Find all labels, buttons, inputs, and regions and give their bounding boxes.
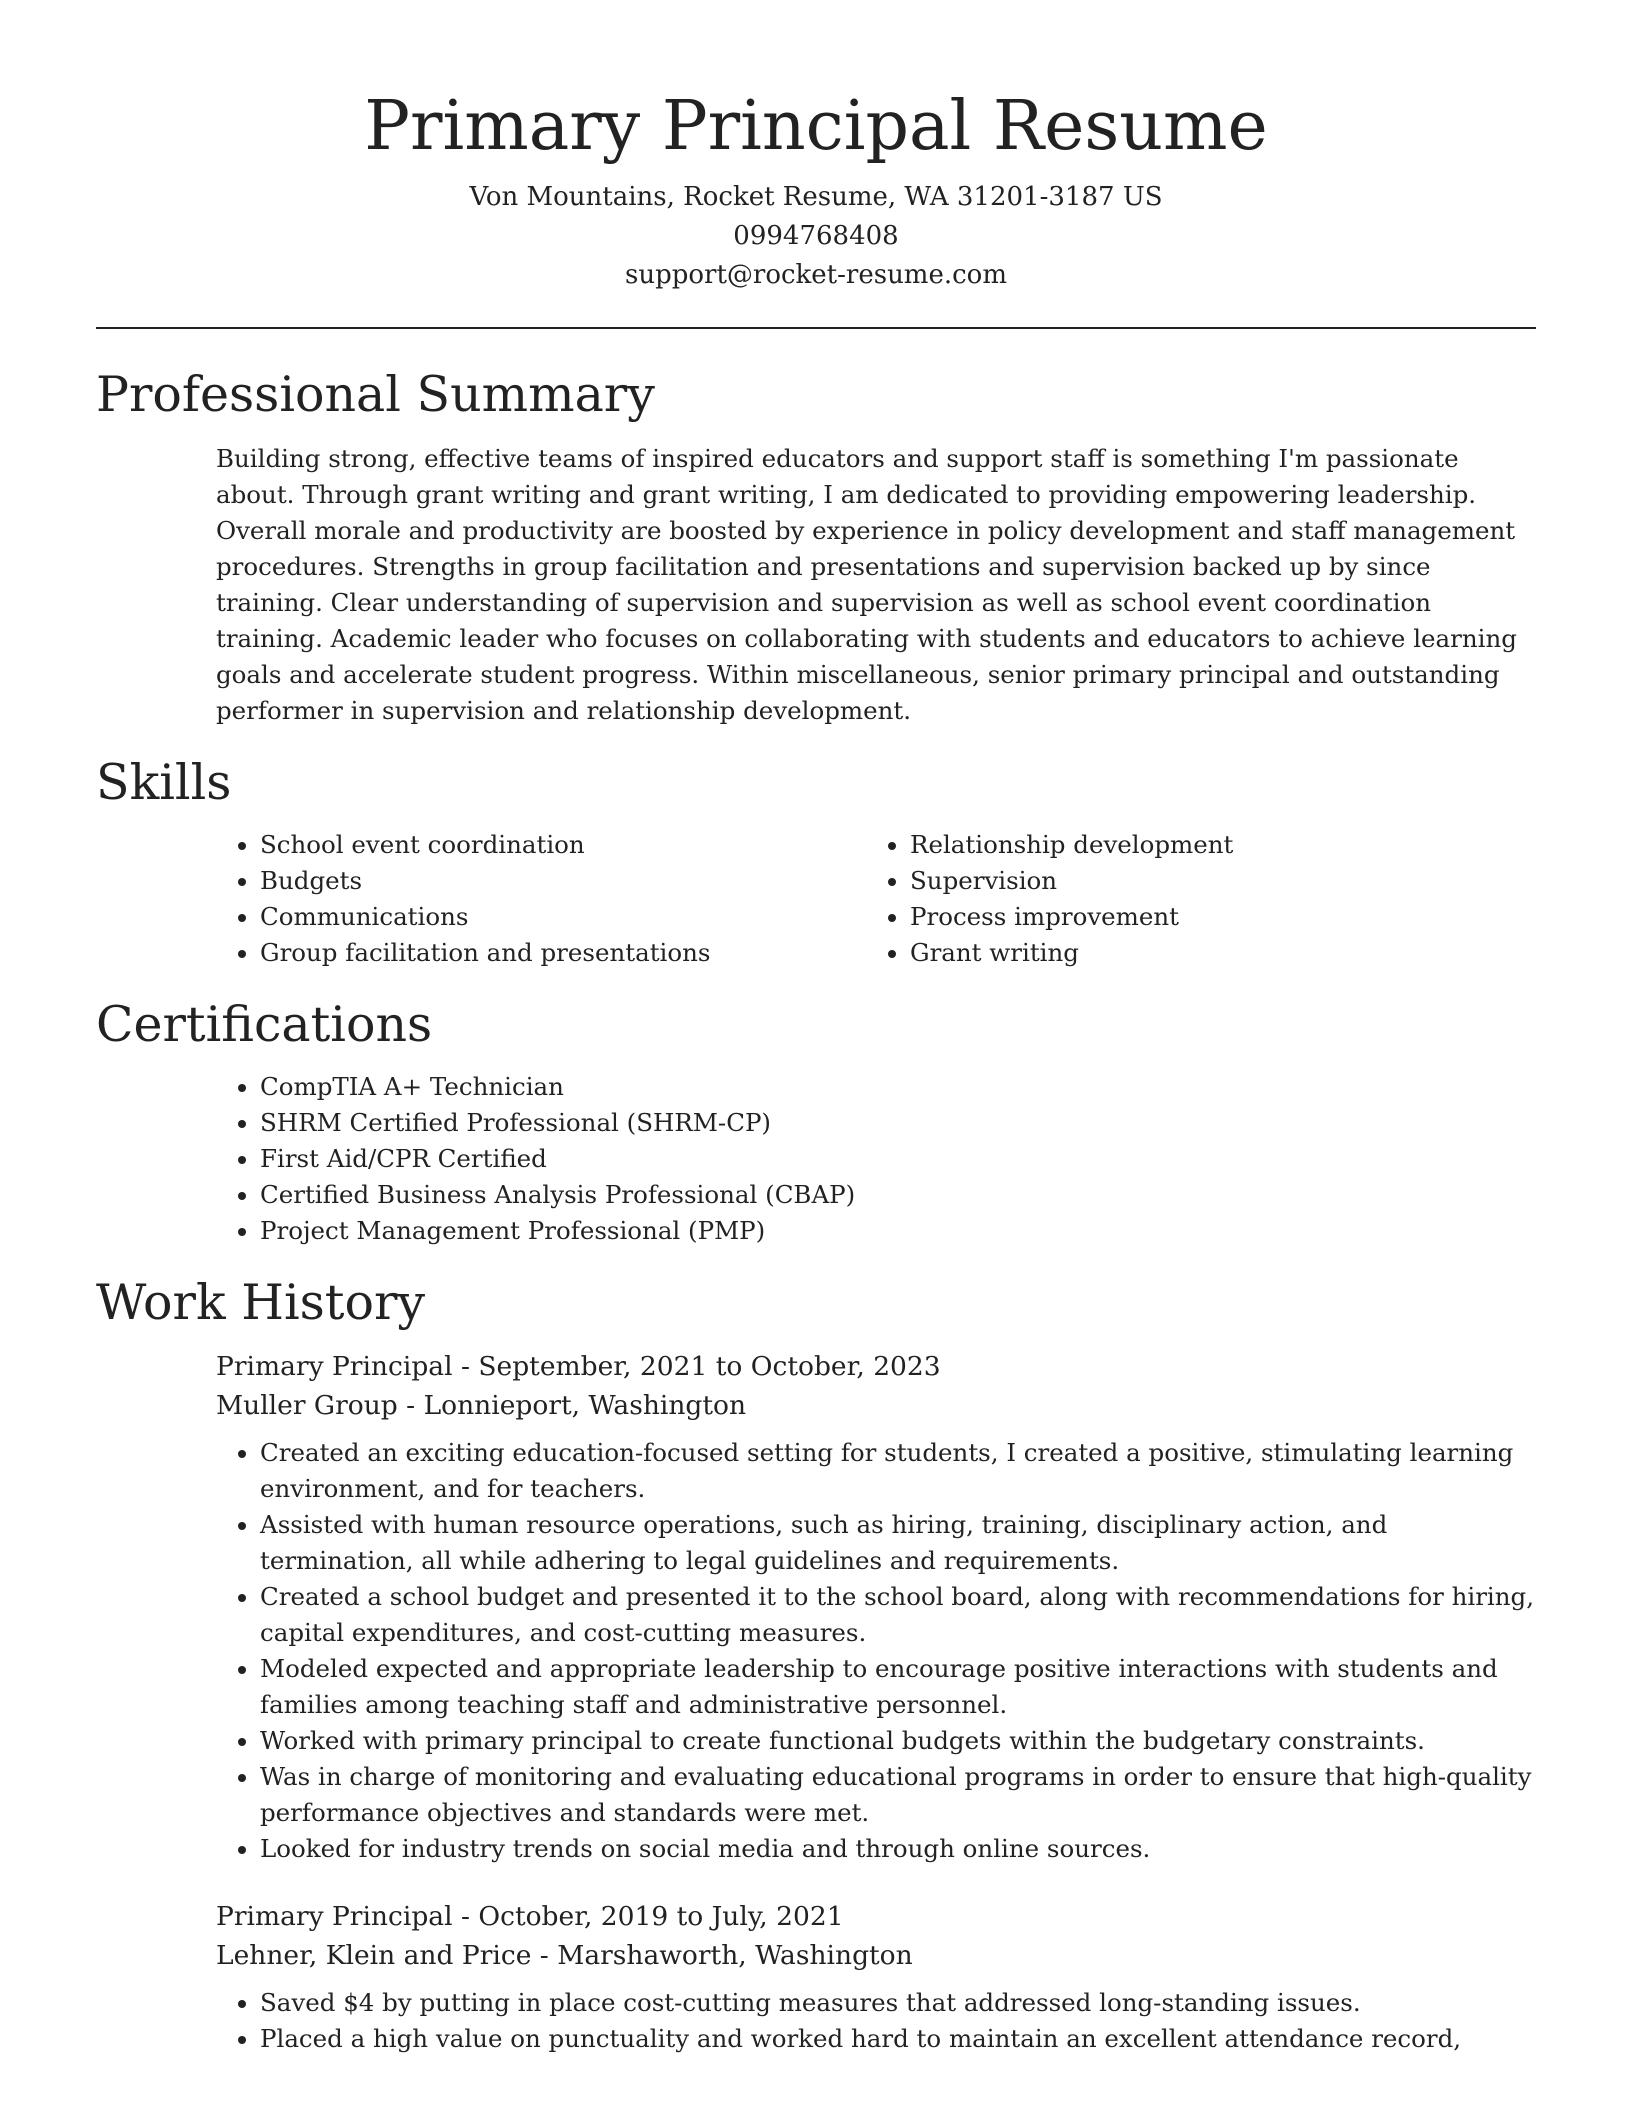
resume-page [96, 0, 1536, 2057]
job-dates: September, 2021 to October, 2023 [478, 1351, 941, 1382]
job-title-line: Primary Principal - October, 2019 to July, 2021 [216, 1901, 844, 1932]
job-company-line: Lehner, Klein and Price - Marshaworth, Washington [216, 1940, 913, 1971]
skill-item: • Budgets [260, 863, 866, 899]
job-bullet: • Placed a high value on punctuality and worked hard to maintain an excellent attendance record, [260, 2021, 1536, 2057]
skills-list-left [216, 827, 866, 971]
skill-item: • Group facilitation and presentations [260, 935, 866, 971]
section-summary [96, 365, 1536, 729]
skill-item: • Grant writing [910, 935, 1516, 971]
job-title-line: Primary Principal - September, 2021 to October, 2023 [216, 1351, 941, 1382]
job-bullet: • Looked for industry trends on social media and through online sources. [260, 1831, 1536, 1867]
certifications-block [216, 1069, 1536, 1249]
skill-item: • Process improvement [910, 899, 1516, 935]
job-location: Lonnieport, Washington [423, 1390, 747, 1421]
contact-email: support@rocket-resume.com [624, 260, 1007, 290]
job-bullet: • Modeled expected and appropriate leadership to encourage positive interactions with students and families among teaching staff and administrative personnel. [260, 1651, 1536, 1723]
certification-item: • First Aid/CPR Certified [260, 1141, 1536, 1177]
certifications-list [216, 1069, 1536, 1249]
summary-heading: Professional Summary [96, 366, 655, 423]
job-bullet: • Was in charge of monitoring and evaluating educational programs in order to ensure that high-quality performance objectives and standards were met. [260, 1759, 1536, 1831]
work-history-heading: Work History [96, 1274, 426, 1331]
skill-item: • Communications [260, 899, 866, 935]
resume-title: Primary Principal Resume [364, 87, 1268, 166]
job-company: Muller Group [216, 1390, 398, 1421]
certifications-heading: Certifications [96, 996, 433, 1053]
certification-item: • CompTIA A+ Technician [260, 1069, 1536, 1105]
skills-columns [216, 827, 1536, 971]
job-company: Lehner, Klein and Price [216, 1940, 532, 1971]
job-company-line: Muller Group - Lonnieport, Washington [216, 1390, 747, 1421]
certification-item: • Certified Business Analysis Professional (CBAP) [260, 1177, 1536, 1213]
job-bullet: • Created an exciting education-focused setting for students, I created a positive, stimulating learning environment, and for teachers. [260, 1435, 1536, 1507]
skill-item: • Relationship development [910, 827, 1516, 863]
job-entry [216, 1347, 1536, 1867]
skill-item: • Supervision [910, 863, 1516, 899]
job-bullets [216, 1435, 1536, 1867]
contact-phone: 0994768408 [733, 221, 899, 251]
contact-block [96, 178, 1536, 295]
job-entry [216, 1897, 1536, 2057]
summary-text: Building strong, effective teams of inspired educators and support staff is something I'm passionate about. Through grant writing and grant writing, I am dedicated to providing empowering leadership. Overall morale and productivity are boosted by experience in policy development and staff management procedures. Strengths in group facilitation and presentations and supervision backed up by since training. Clear understanding of supervision and supervision as well as school event coordination training. Academic leader who focuses on collaborating with students and educators to achieve learning goals and accelerate student progress. Within miscellaneous, senior primary principal and outstanding performer in supervision and relationship development. [216, 444, 1517, 725]
job-dates: October, 2019 to July, 2021 [478, 1901, 844, 1932]
section-certifications [96, 995, 1536, 1249]
contact-address: Von Mountains, Rocket Resume, WA 31201-3187 US [469, 182, 1163, 212]
section-skills [96, 753, 1536, 971]
certification-item: • Project Management Professional (PMP) [260, 1213, 1536, 1249]
certification-item: • SHRM Certified Professional (SHRM-CP) [260, 1105, 1536, 1141]
skill-item: • School event coordination [260, 827, 866, 863]
job-bullets [216, 1985, 1536, 2057]
resume-header [96, 0, 1536, 295]
job-title: Primary Principal [216, 1901, 453, 1932]
skills-list-right [866, 827, 1516, 971]
job-bullet: • Saved $4 by putting in place cost-cutting measures that addressed long-standing issues. [260, 1985, 1536, 2021]
job-location: Marshaworth, Washington [557, 1940, 913, 1971]
section-work-history [96, 1273, 1536, 2057]
skills-heading: Skills [96, 754, 232, 811]
header-divider [96, 327, 1536, 329]
job-bullet: • Created a school budget and presented it to the school board, along with recommendations for hiring, capital expenditures, and cost-cutting measures. [260, 1579, 1536, 1651]
job-bullet: • Assisted with human resource operations, such as hiring, training, disciplinary action, and termination, all while adhering to legal guidelines and requirements. [260, 1507, 1536, 1579]
job-title: Primary Principal [216, 1351, 453, 1382]
job-bullet: • Worked with primary principal to create functional budgets within the budgetary constraints. [260, 1723, 1536, 1759]
